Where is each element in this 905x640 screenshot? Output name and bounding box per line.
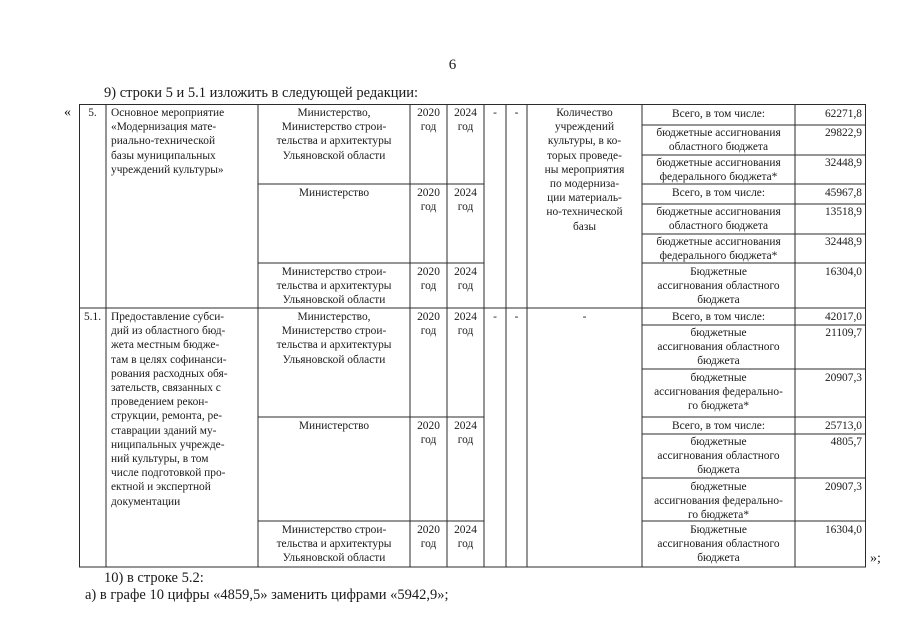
- row5-number: 5.: [88, 107, 97, 119]
- row51-g1-federal-value: 20907,3: [824, 372, 862, 384]
- opening-quote: «: [64, 105, 71, 120]
- row51-number: 5.1.: [83, 311, 102, 323]
- row51-g1-regional-label: бюджетные ассигнования областного бюджета: [657, 327, 780, 368]
- row51-indicator: -: [582, 311, 587, 323]
- row51-g3-value: 16304,0: [824, 524, 862, 536]
- row5-g1-regional-label: бюджетные ассигнования областного бюджета: [656, 127, 781, 154]
- row51-g2-regional-label: бюджетные ассигнования областного бюджета: [657, 436, 780, 477]
- row51-g2-federal-value: 20907,3: [824, 481, 862, 493]
- intro-paragraph: 9) строки 5 и 5.1 изложить в следующей редакции:: [104, 85, 419, 101]
- row51-start-year-3: 2020 год: [417, 524, 440, 551]
- row51-dash-1: -: [493, 311, 497, 323]
- row51-g2-federal-label: бюджетные ассигнования федерально- го бюджета*: [654, 481, 783, 522]
- row5-dash-1: -: [493, 107, 497, 119]
- row5-start-year-2: 2020 год: [417, 187, 440, 214]
- row5-end-year-2: 2024 год: [454, 187, 477, 214]
- row51-g1-federal-label: бюджетные ассигнования федерально- го бюджета*: [654, 372, 783, 413]
- row51-dash-2: -: [514, 311, 519, 323]
- row5-g2-total-label: Всего, в том числе:: [672, 187, 765, 199]
- row5-g2-total-value: 45967,8: [824, 187, 862, 199]
- row51-start-year-1: 2020 год: [417, 311, 440, 338]
- paragraph-10: 10) в строке 5.2:: [104, 570, 204, 586]
- row51-g2-total-value: 25713,0: [824, 420, 862, 432]
- row5-g3-label: Бюджетные ассигнования областного бюджета: [657, 266, 780, 307]
- row5-g1-total-value: 62271,8: [824, 108, 862, 120]
- row5-name: Основное мероприятие «Модернизация мате- риально-технической базы муниципальных учреждений культуры»: [111, 107, 225, 176]
- row51-executor-1: Министерство, Министерство строи- тельства и архитектуры Ульяновской области: [276, 311, 392, 366]
- row5-executor-1: Министерство, Министерство строи- тельства и архитектуры Ульяновской области: [276, 107, 392, 162]
- paragraph-10a: а) в графе 10 цифры «4859,5» заменить цифрами «5942,9»;: [85, 587, 449, 603]
- row51-executor-3: Министерство строи- тельства и архитектуры Ульяновской области: [276, 524, 392, 565]
- row51-end-year-1: 2024 год: [454, 311, 477, 338]
- row51-g2-total-label: Всего, в том числе:: [672, 420, 765, 432]
- row51-start-year-2: 2020 год: [417, 420, 440, 447]
- row5-indicator: Количество учреждений культуры, в ко- торых проведе- ны мероприятия по модерниза- ции материаль- но-технической базы: [544, 107, 625, 233]
- row51-end-year-3: 2024 год: [454, 524, 477, 551]
- row5-dash-2: -: [514, 107, 519, 119]
- row5-g1-regional-value: 29822,9: [824, 127, 862, 139]
- row5-executor-3: Министерство строи- тельства и архитектуры Ульяновской области: [276, 266, 392, 307]
- row5-g2-regional-value: 13518,9: [824, 206, 862, 218]
- budget-table: [79, 104, 866, 568]
- row5-g1-federal-value: 32448,9: [824, 157, 862, 169]
- row51-g2-regional-value: 4805,7: [830, 436, 862, 448]
- row51-g3-label: Бюджетные ассигнования областного бюджета: [657, 524, 780, 565]
- closing-quote: »;: [870, 551, 881, 566]
- row5-g1-federal-label: бюджетные ассигнования федерального бюджета*: [656, 157, 781, 184]
- row5-end-year-3: 2024 год: [454, 266, 477, 293]
- row5-g2-regional-label: бюджетные ассигнования областного бюджета: [656, 206, 781, 233]
- row51-end-year-2: 2024 год: [454, 420, 477, 447]
- row5-end-year-1: 2024 год: [454, 107, 477, 134]
- row5-start-year-3: 2020 год: [417, 266, 440, 293]
- row5-executor-2: Министерство: [298, 187, 370, 199]
- page-number: 6: [448, 57, 457, 73]
- row5-start-year-1: 2020 год: [417, 107, 440, 134]
- row5-g3-value: 16304,0: [824, 266, 862, 278]
- row51-g1-regional-value: 21109,7: [825, 327, 862, 339]
- row51-g1-total-label: Всего, в том числе:: [672, 311, 765, 323]
- row51-g1-total-value: 42017,0: [824, 311, 862, 323]
- row5-g2-federal-value: 32448,9: [824, 236, 862, 248]
- row5-g2-federal-label: бюджетные ассигнования федерального бюджета*: [656, 236, 781, 263]
- row5-g1-total-label: Всего, в том числе:: [672, 108, 765, 120]
- row51-name: Предоставление субси- дий из областного бюд- жета местным бюдже- там в целях софинанси- рования расходных обя- зательств, связанных с проведением рекон- струкции, ремонта, ре- ставрации зданий му- ниципальных учрежде- ний культуры, в том числе подготовкой про- ектной и экспертной документации: [111, 311, 228, 508]
- row51-executor-2: Министерство: [298, 420, 370, 432]
